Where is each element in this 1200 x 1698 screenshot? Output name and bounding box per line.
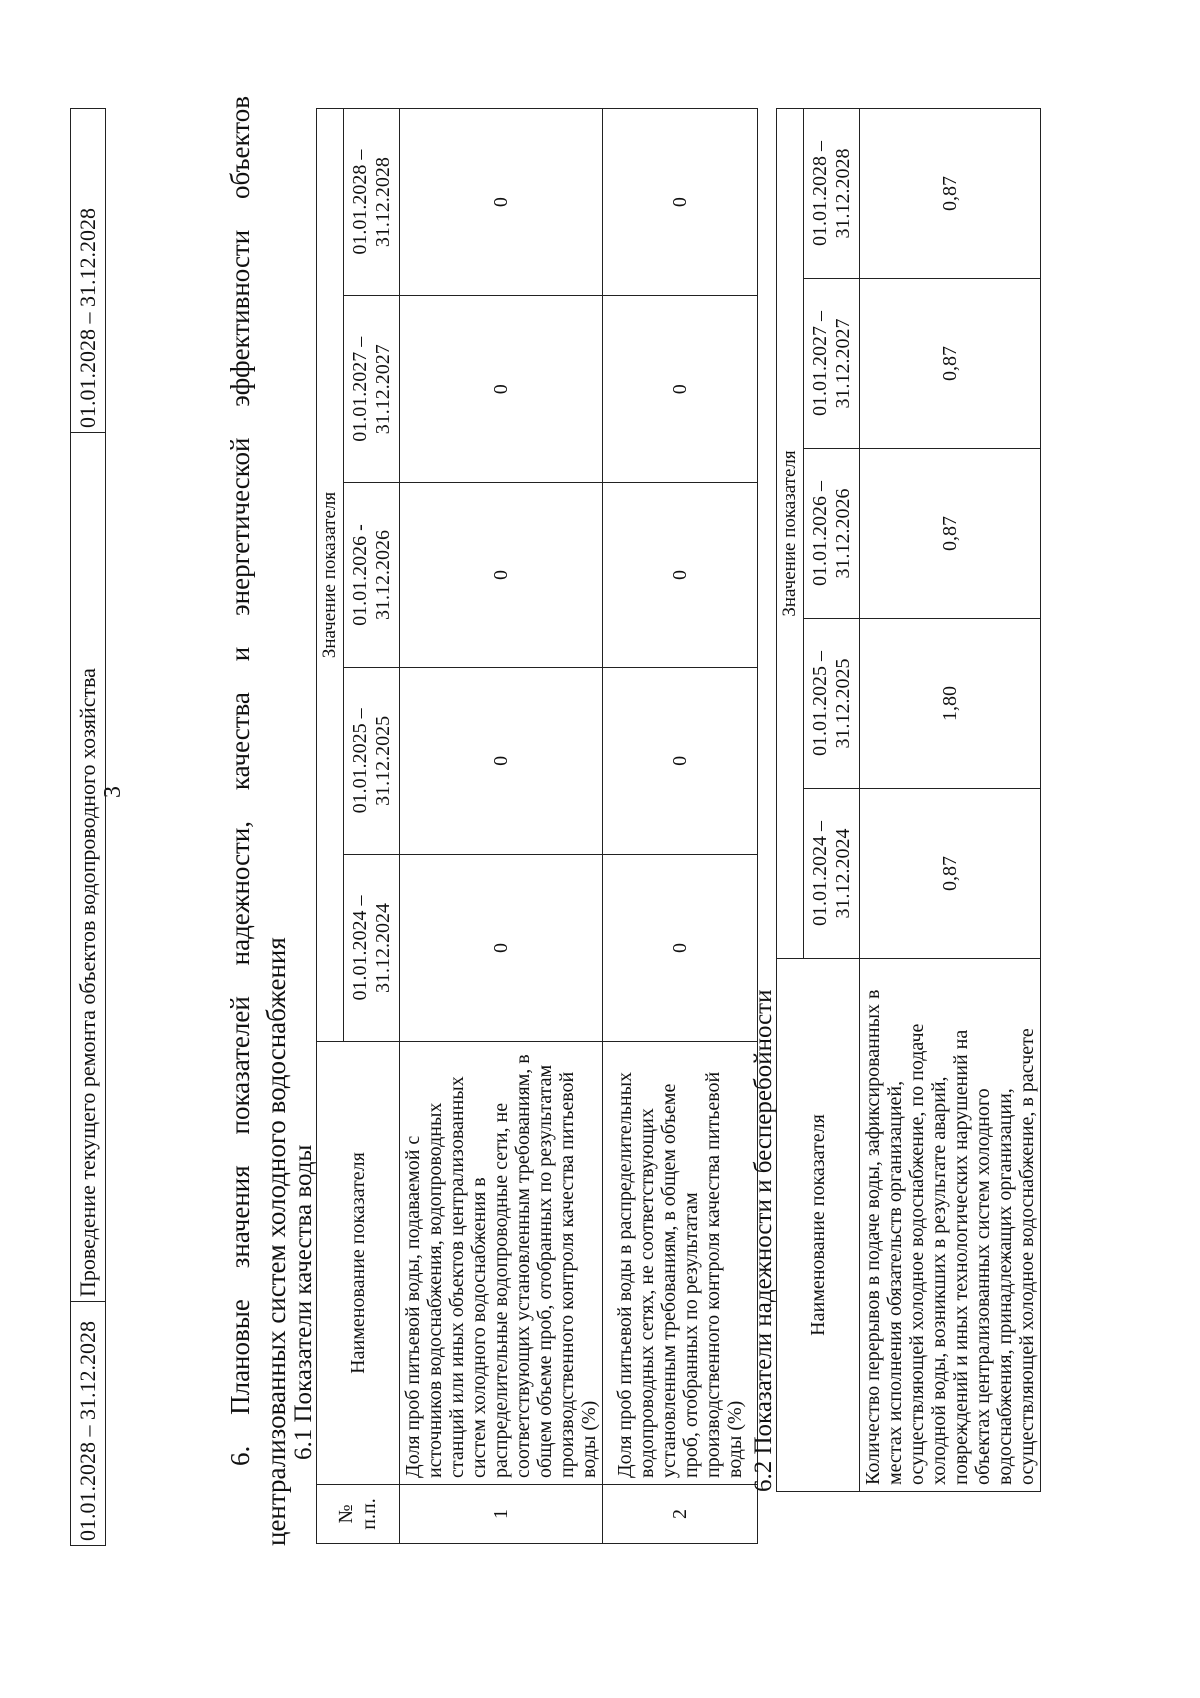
row-value: 0 <box>400 667 603 854</box>
row-value: 0 <box>400 483 603 668</box>
table-header-row <box>317 109 344 1544</box>
row-indicator-name: Количество перерывов в подаче воды, зафиксированных в местах исполнения обязательств организацией, осуществляющей холодное водоснабжение, по подаче холодной воды, возникших в результате аварий, повреждений и иных технологических нарушений на объектах централизованных систем холодного водоснабжения, принадлежащих организации, осуществляющей холодное водоснабжение, в расчете <box>860 959 1041 1492</box>
header-period: 01.01.2028 – 31.12.2028 <box>344 109 400 296</box>
row-value: 0 <box>603 296 758 483</box>
water-quality-table <box>316 108 758 1544</box>
row-value: 0,87 <box>860 789 1041 959</box>
subsection-title-reliability: 6.2 Показатели надежности и бесперебойности <box>750 989 777 1492</box>
row-value: 0 <box>400 296 603 483</box>
row-indicator-name: Доля проб питьевой воды, подаваемой с источников водоснабжения, водопроводных станций или иных объектов централизованных систем холодного водоснабжения в распределительные водопроводные сети, не соответствующих установленным требованиям, в общем объеме проб, отобранных по результатам производственного контроля качества питьевой воды (%) <box>400 1042 603 1485</box>
row-value: 0 <box>603 854 758 1041</box>
header-indicator-value: Значение показателя <box>777 109 804 959</box>
row-value: 0 <box>603 483 758 668</box>
row-value: 0 <box>603 109 758 296</box>
page-number: 3 <box>100 786 126 798</box>
period-cell: 01.01.2028 – 31.12.2028 <box>71 1302 106 1546</box>
row-value: 0,87 <box>860 449 1041 619</box>
header-indicator-name: Наименование показателя <box>777 959 860 1492</box>
header-indicator-name: Наименование показателя <box>317 1042 400 1485</box>
row-value: 1,80 <box>860 619 1041 789</box>
row-number: 2 <box>603 1485 758 1544</box>
header-period: 01.01.2026 – 31.12.2026 <box>804 449 860 619</box>
header-period: 01.01.2024 – 31.12.2024 <box>344 854 400 1041</box>
row-value: 0 <box>400 854 603 1041</box>
table-row <box>603 109 758 1544</box>
row-value: 0 <box>603 667 758 854</box>
table-header-row <box>777 109 804 1492</box>
schedule-table-tail <box>70 108 106 1546</box>
activity-cell: Проведение текущего ремонта объектов водопроводного хозяйства <box>71 433 106 1302</box>
term-cell: 01.01.2028 – 31.12.2028 <box>71 109 106 433</box>
row-value: 0 <box>400 109 603 296</box>
row-number: 1 <box>400 1485 603 1544</box>
subsection-title-quality: 6.1 Показатели качества воды <box>290 1144 317 1460</box>
row-value: 0,87 <box>860 109 1041 279</box>
header-period: 01.01.2028 – 31.12.2028 <box>804 109 860 279</box>
header-period: 01.01.2026 - 31.12.2026 <box>344 483 400 668</box>
header-period: 01.01.2025 – 31.12.2025 <box>344 667 400 854</box>
header-number: № п.п. <box>317 1485 400 1544</box>
table-row <box>71 109 106 1546</box>
table-row <box>860 109 1041 1492</box>
reliability-table <box>776 108 1041 1492</box>
header-period: 01.01.2025 – 31.12.2025 <box>804 619 860 789</box>
row-indicator-name: Доля проб питьевой воды в распределительных водопроводных сетях, не соответствующих установленным требованиям, в общем объеме проб, отобранных по результатам производственного контроля качества питьевой воды (%) <box>603 1042 758 1485</box>
header-period: 01.01.2027 – 31.12.2027 <box>344 296 400 483</box>
section-heading: 6. Плановые значения показателей надежности, качества и энергетической эффективности объектов <box>225 96 255 1466</box>
section-heading-continued: централизованных систем холодного водоснабжения <box>261 937 291 1546</box>
table-row <box>400 109 603 1544</box>
row-value: 0,87 <box>860 279 1041 449</box>
header-period: 01.01.2024 – 31.12.2024 <box>804 789 860 959</box>
header-period: 01.01.2027 – 31.12.2027 <box>804 279 860 449</box>
header-indicator-value: Значение показателя <box>317 109 344 1042</box>
